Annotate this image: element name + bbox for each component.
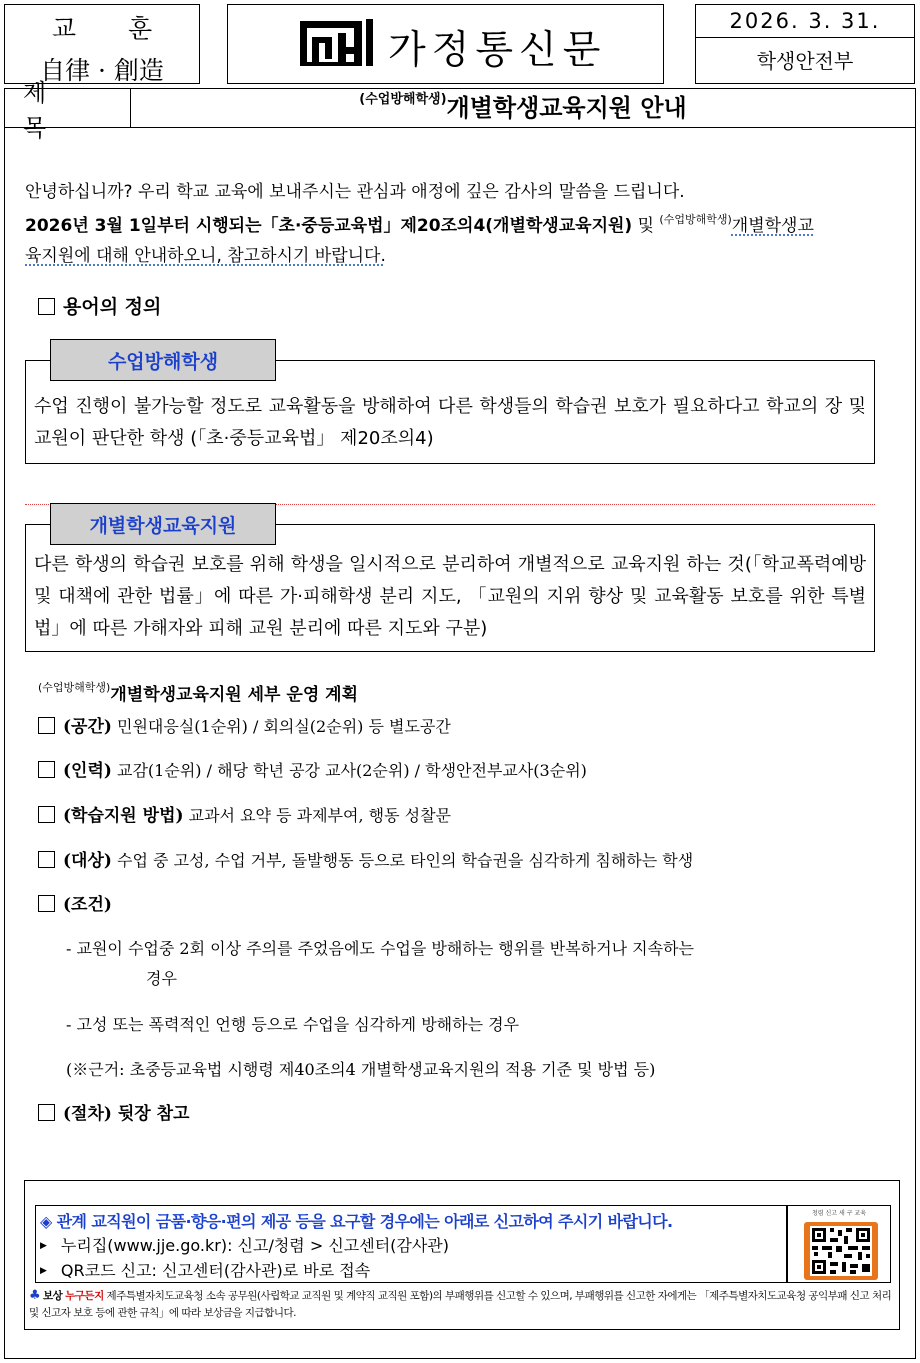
- plan-item-method: [38, 803, 451, 829]
- checkbox-icon: [38, 761, 55, 778]
- report-notice: [24, 1180, 900, 1330]
- plan-item-staff: [38, 758, 587, 784]
- plan-value: 뒷장 참고: [111, 1104, 190, 1124]
- intro-and: 및: [632, 216, 660, 236]
- reward-text: [29, 1287, 897, 1322]
- condition-2: - 고성 또는 폭력적인 언행 등으로 수업을 심각하게 방해하는 경우: [66, 1015, 520, 1034]
- plan-sup: (수업방해학생): [38, 681, 111, 694]
- reward-highlight: 누구든지: [65, 1290, 104, 1302]
- plan-key: (조건): [63, 895, 112, 915]
- checkbox-icon: [38, 1104, 55, 1121]
- checkbox-icon: [38, 298, 55, 315]
- subject-prefix: (수업방해학생): [359, 92, 447, 107]
- intro-line-3: 육지원에 대해 안내하오니, 참고하시기 바랍니다.: [25, 246, 386, 266]
- condition-basis: (※근거: 초중등교육법 시행령 제40조의4 개별학생교육지원의 적용 기준 및 방법 등): [66, 1060, 656, 1079]
- club-icon: ♣: [29, 1288, 41, 1303]
- plan-heading-text: 개별학생교육지원 세부 운영 계획: [110, 685, 359, 705]
- plan-key: (학습지원 방법): [63, 806, 184, 826]
- checkbox-icon: [38, 717, 55, 734]
- plan-heading: [38, 680, 358, 705]
- condition-1-cont: 경우: [146, 969, 177, 988]
- plan-value: 교감(1순위) / 해당 학년 공강 교사(2순위) / 학생안전부교사(3순위): [111, 761, 587, 780]
- intro-line-1: 안녕하십니까? 우리 학교 교육에 보내주시는 관심과 애정에 깊은 감사의 말씀을 드립니다.: [25, 182, 685, 202]
- reward-label: 보상: [43, 1290, 63, 1302]
- issue-date: 2026. 3. 31.: [696, 5, 914, 38]
- intro-line-2: [25, 212, 895, 241]
- title-box: [227, 4, 664, 84]
- plan-key: (절차): [63, 1104, 112, 1124]
- plan-item-target: [38, 848, 693, 874]
- intro-tail: 개별학생교: [731, 216, 814, 236]
- checkbox-icon: [38, 895, 55, 912]
- qr-caption: 청렴 신고 새 구 교육: [812, 1210, 866, 1217]
- checkbox-icon: [38, 851, 55, 868]
- qr-box: [787, 1205, 891, 1283]
- definition-term-2: 개별학생교육지원: [50, 503, 276, 545]
- notice-item-1: [40, 1233, 449, 1256]
- date-box: [695, 4, 915, 84]
- notice-item-1-text: 누리집(www.jje.go.kr): 신고/청렴 > 신고센터(감사관): [60, 1236, 450, 1255]
- intro-sup: (수업방해학생): [659, 213, 732, 226]
- checkbox-icon: [38, 806, 55, 823]
- department: 학생안전부: [756, 49, 854, 73]
- definitions-heading: [38, 292, 161, 319]
- subject-main: 개별학생교육지원 안내: [446, 94, 687, 122]
- motto-text: 自律 · 創造: [40, 56, 164, 85]
- plan-value: 수업 중 고성, 수업 거부, 돌발행동 등으로 타인의 학습권을 심각하게 침해하는 학생: [111, 851, 694, 870]
- plan-item-condition: [38, 892, 112, 918]
- definition-text-1: 수업 진행이 불가능할 정도로 교육활동을 방해하여 다른 학생들의 학습권 보호가 필요하다고 학교의 장 및 교원이 판단한 학생 (「초·중등교육법」 제20조의4): [34, 396, 866, 449]
- school-logo-icon: [298, 19, 374, 69]
- reward-body: 제주특별자치도교육청 소속 공무원(사립학교 교직원 및 계약직 교직원 포함)의 부패행위를 신고할 수 있으며, 부패행위를 신고한 자에게는 「제주특별자치도교육청 공익부패 신고 처리 및 신고자 보호 등에 관한 규칙」에 따라 보상금을 지급합니다.: [29, 1290, 892, 1319]
- intro-law: 2026년 3월 1일부터 시행되는「초·중등교육법」제20조의4(개별학생교육지원): [25, 216, 633, 236]
- plan-key: (공간): [63, 717, 112, 737]
- triangle-bullet-icon: ▶: [40, 1266, 47, 1276]
- plan-value: 교과서 요약 등 과제부여, 행동 성찰문: [183, 806, 451, 825]
- plan-key: (인력): [63, 761, 112, 781]
- motto-label: 교 훈: [51, 14, 175, 43]
- condition-1: - 교원이 수업중 2회 이상 주의를 주었음에도 수업을 방해하는 행위를 반복하거나 지속하는: [66, 939, 694, 958]
- page-title: 가정통신문: [388, 28, 607, 73]
- plan-key: (대상): [63, 851, 112, 871]
- triangle-bullet-icon: ▶: [40, 1241, 47, 1251]
- notice-title: ◈ 관계 교직원이 금품·향응·편의 제공 등을 요구할 경우에는 아래로 신고하여 주시기 바랍니다.: [40, 1212, 673, 1231]
- definition-text-2: 다른 학생의 학습권 보호를 위해 학생을 일시적으로 분리하여 개별적으로 교육지원 하는 것(「학교폭력예방 및 대책에 관한 법률」에 따른 가·피해학생 분리 지도, 「교원의 지위 향상 및 교육활동 보호를 위한 특별법」에 따른 가해자와 피해 교원 분리에 따른 지도와 구분): [34, 554, 866, 639]
- subject-title: [131, 89, 915, 127]
- notice-item-2-text: QR코드 신고: 신고센터(감사관)로 바로 접속: [60, 1261, 371, 1280]
- subject-label: 제 목: [5, 89, 131, 127]
- subject-row: [4, 79, 916, 142]
- definition-term-1: 수업방해학생: [50, 339, 276, 381]
- plan-item-space: [38, 714, 451, 740]
- notice-item-2: [40, 1258, 370, 1281]
- definitions-heading-text: 용어의 정의: [63, 296, 162, 318]
- plan-item-procedure: [38, 1101, 189, 1127]
- plan-value: 민원대응실(1순위) / 회의실(2순위) 등 별도공간: [111, 717, 451, 736]
- notice-inner-box: [35, 1205, 787, 1283]
- qr-code-icon[interactable]: [804, 1222, 878, 1280]
- motto-box: [4, 4, 200, 84]
